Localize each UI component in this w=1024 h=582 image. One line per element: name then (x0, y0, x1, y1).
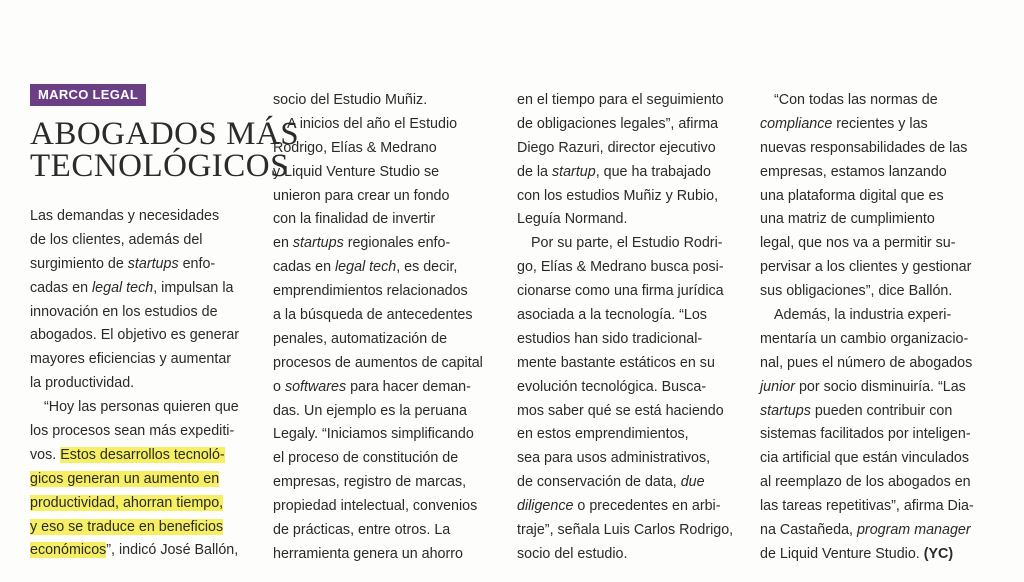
text-line (760, 256, 982, 280)
text-line (273, 113, 495, 137)
text-segment: en (273, 235, 293, 252)
text-segment: Rodrigo, Elías & Medrano (273, 139, 437, 156)
italic-text: startups (127, 255, 179, 272)
text-segment: , es decir, (396, 259, 458, 276)
text-line (517, 256, 739, 280)
text-segment: asociada a la tecnología. “Los (517, 307, 707, 324)
text-segment: las tareas repetitivas”, afirma Dia- (760, 498, 974, 515)
text-line (517, 471, 739, 495)
highlighted-text: económicos (30, 542, 107, 559)
text-line (760, 495, 982, 519)
text-segment: cadas en (30, 279, 92, 296)
text-segment: cionarse como una firma jurídica (517, 283, 724, 300)
text-line (517, 161, 739, 185)
text-segment: mos saber qué se está haciendo (517, 402, 724, 419)
text-segment: de Liquid Venture Studio. (760, 545, 924, 562)
text-line (273, 232, 495, 256)
text-segment: mayores eficiencias y aumentar (30, 351, 232, 368)
text-segment: nal, pues el número de abogados (760, 354, 973, 371)
text-segment: mente bastante estáticos en su (517, 354, 715, 371)
text-line (517, 519, 739, 543)
highlighted-text: Estos desarrollos tecnoló- (60, 446, 225, 463)
text-line (30, 372, 262, 396)
text-line (30, 324, 262, 348)
text-segment: sistemas facilitados por inteligen- (760, 426, 971, 443)
text-column-2 (273, 89, 495, 567)
text-segment: para hacer deman- (346, 378, 471, 395)
text-segment: traje”, señala Luis Carlos Rodrigo, (517, 522, 734, 539)
text-segment: por socio disminuiría. “Las (794, 378, 966, 395)
text-line (760, 543, 982, 567)
text-line (273, 471, 495, 495)
text-line (30, 444, 262, 468)
text-line (760, 280, 982, 304)
text-line (760, 352, 982, 376)
text-segment: enfo- (178, 255, 216, 272)
text-line (273, 185, 495, 209)
text-segment: mentaría un cambio organizacio- (760, 330, 969, 347)
italic-text: startups (292, 235, 344, 252)
text-segment: una plataforma digital que es (760, 187, 944, 204)
text-segment: con la finalidad de invertir (273, 211, 436, 228)
text-segment: Diego Razuri, director ejecutivo (517, 139, 716, 156)
title-line-2: TECNOLÓGICOS (30, 148, 289, 184)
text-line (273, 89, 495, 113)
text-segment: , que ha trabajado (595, 163, 711, 180)
text-line (517, 447, 739, 471)
text-line (273, 400, 495, 424)
text-segment: con los estudios Muñiz y Rubio, (517, 187, 719, 204)
text-line (30, 205, 262, 229)
text-line (517, 423, 739, 447)
text-line (273, 423, 495, 447)
text-line (30, 277, 262, 301)
text-segment: socio del estudio. (517, 545, 628, 562)
text-line (760, 376, 982, 400)
text-line (517, 232, 739, 256)
highlighted-text: productividad, ahorran tiempo, (30, 494, 224, 511)
text-line (760, 89, 982, 113)
text-segment: regionales enfo- (343, 235, 451, 252)
text-line (517, 280, 739, 304)
text-segment: propiedad intelectual, convenios (273, 498, 478, 515)
text-line (273, 519, 495, 543)
text-line (760, 137, 982, 161)
text-line (273, 495, 495, 519)
text-line (30, 516, 262, 540)
text-segment: de prácticas, entre otros. La (273, 522, 451, 539)
text-column-1 (30, 205, 262, 563)
text-line (760, 304, 982, 328)
article-title (30, 116, 300, 184)
text-segment: nuevas responsabilidades de las (760, 139, 968, 156)
text-segment: legal, que nos va a permitir su- (760, 235, 956, 252)
text-segment: de la (517, 163, 552, 180)
text-segment: sus obligaciones”, dice Ballón. (760, 283, 953, 300)
italic-text: softwares (284, 378, 347, 395)
text-line (760, 471, 982, 495)
text-line (517, 400, 739, 424)
text-segment: herramienta genera un ahorro (273, 545, 463, 562)
text-line (760, 519, 982, 543)
text-segment: o precedentes en arbi- (573, 498, 721, 515)
text-segment: los procesos sean más expediti- (30, 423, 235, 440)
text-line (30, 301, 262, 325)
text-segment: empresas, registro de marcas, (273, 474, 467, 491)
italic-text: startups (760, 402, 811, 419)
text-column-4 (760, 89, 982, 567)
italic-text: due (680, 474, 705, 491)
text-segment: Por su parte, el Estudio Rodri- (531, 235, 723, 252)
text-segment: A inicios del año el Estudio (287, 115, 458, 132)
text-column-3 (517, 89, 739, 567)
text-segment: de los clientes, además del (30, 231, 203, 248)
text-segment: Legaly. “Iniciamos simplificando (273, 426, 474, 443)
text-segment: empresas, estamos lanzando (760, 163, 947, 180)
text-segment: en el tiempo para el seguimiento (517, 92, 724, 108)
text-segment: Leguía Normand. (517, 211, 628, 228)
text-segment: el proceso de constitución de (273, 450, 459, 467)
text-line (30, 492, 262, 516)
text-line (517, 376, 739, 400)
text-segment: penales, automatización de (273, 330, 448, 347)
text-segment: y Liquid Venture Studio se (273, 163, 440, 180)
text-segment: ”, indicó José Ballón, (106, 542, 239, 559)
text-segment: evolución tecnológica. Busca- (517, 378, 707, 395)
text-segment: a la búsqueda de antecedentes (273, 307, 473, 324)
italic-text: legal tech (335, 259, 397, 276)
text-line (273, 376, 495, 400)
text-line (517, 137, 739, 161)
bold-text: (YC) (923, 545, 954, 562)
italic-text: startup (551, 163, 596, 180)
text-line (517, 208, 739, 232)
text-line (30, 468, 262, 492)
text-segment: recientes y las (832, 115, 928, 132)
text-line (273, 328, 495, 352)
text-segment: emprendimientos relacionados (273, 283, 468, 300)
text-line (517, 304, 739, 328)
italic-text: program manager (856, 522, 971, 539)
text-line (517, 495, 739, 519)
text-segment: en estos emprendimientos, (517, 426, 689, 443)
text-segment: al reemplazo de los abogados en (760, 474, 971, 491)
text-line (517, 185, 739, 209)
text-line (760, 185, 982, 209)
text-segment: de conservación de data, (517, 474, 681, 491)
text-segment: Además, la industria experi- (774, 307, 952, 324)
text-line (30, 253, 262, 277)
text-line (760, 161, 982, 185)
text-segment: sea para usos administrativos, (517, 450, 711, 467)
text-line (517, 113, 739, 137)
text-segment: “Hoy las personas quieren que (44, 399, 239, 416)
italic-text: junior (760, 378, 795, 395)
highlighted-text: gicos generan un aumento en (30, 470, 220, 487)
text-segment: cia artificial que están vinculados (760, 450, 970, 467)
text-line (273, 280, 495, 304)
text-line (30, 348, 262, 372)
text-line (273, 543, 495, 567)
text-segment: una matriz de cumplimiento (760, 211, 935, 228)
italic-text: legal tech (92, 279, 154, 296)
text-segment: “Con todas las normas de (774, 92, 938, 108)
italic-text: compliance (760, 115, 833, 132)
text-line (760, 208, 982, 232)
text-segment: de obligaciones legales”, afirma (517, 115, 719, 132)
text-segment: pervisar a los clientes y gestionar (760, 259, 972, 276)
text-line (760, 400, 982, 424)
text-line (273, 161, 495, 185)
section-badge: MARCO LEGAL (30, 84, 146, 106)
text-segment: socio del Estudio Muñiz. (273, 92, 428, 108)
text-segment: vos. (30, 446, 61, 463)
text-line (760, 447, 982, 471)
title-line-1: ABOGADOS MÁS (30, 116, 300, 152)
text-segment: go, Elías & Medrano busca posi- (517, 259, 724, 276)
text-segment: innovación en los estudios de (30, 303, 218, 320)
text-segment: Las demandas y necesidades (30, 208, 220, 224)
text-line (273, 447, 495, 471)
text-segment: abogados. El objetivo es generar (30, 327, 240, 344)
text-line (517, 89, 739, 113)
text-line (30, 539, 262, 563)
text-line (273, 352, 495, 376)
text-line (760, 423, 982, 447)
text-segment: surgimiento de (30, 255, 128, 272)
text-line (273, 208, 495, 232)
text-line (30, 396, 262, 420)
text-line (273, 256, 495, 280)
text-line (760, 113, 982, 137)
text-segment: cadas en (273, 259, 335, 276)
text-line (517, 543, 739, 567)
text-line (517, 352, 739, 376)
text-segment: o (273, 378, 285, 395)
text-line (30, 229, 262, 253)
text-line (517, 328, 739, 352)
text-line (273, 304, 495, 328)
text-segment: pueden contribuir con (810, 402, 953, 419)
text-line (30, 420, 262, 444)
text-line (273, 137, 495, 161)
text-line (760, 232, 982, 256)
text-line (760, 328, 982, 352)
text-segment: das. Un ejemplo es la peruana (273, 402, 467, 419)
text-segment: , impulsan la (153, 279, 234, 296)
text-segment: unieron para crear un fondo (273, 187, 450, 204)
italic-text: diligence (517, 498, 574, 515)
text-segment: la productividad. (30, 375, 135, 392)
text-segment: estudios han sido tradicional- (517, 330, 703, 347)
highlighted-text: y eso se traduce en beneficios (30, 518, 224, 535)
text-segment: na Castañeda, (760, 522, 857, 539)
text-segment: procesos de aumentos de capital (273, 354, 483, 371)
